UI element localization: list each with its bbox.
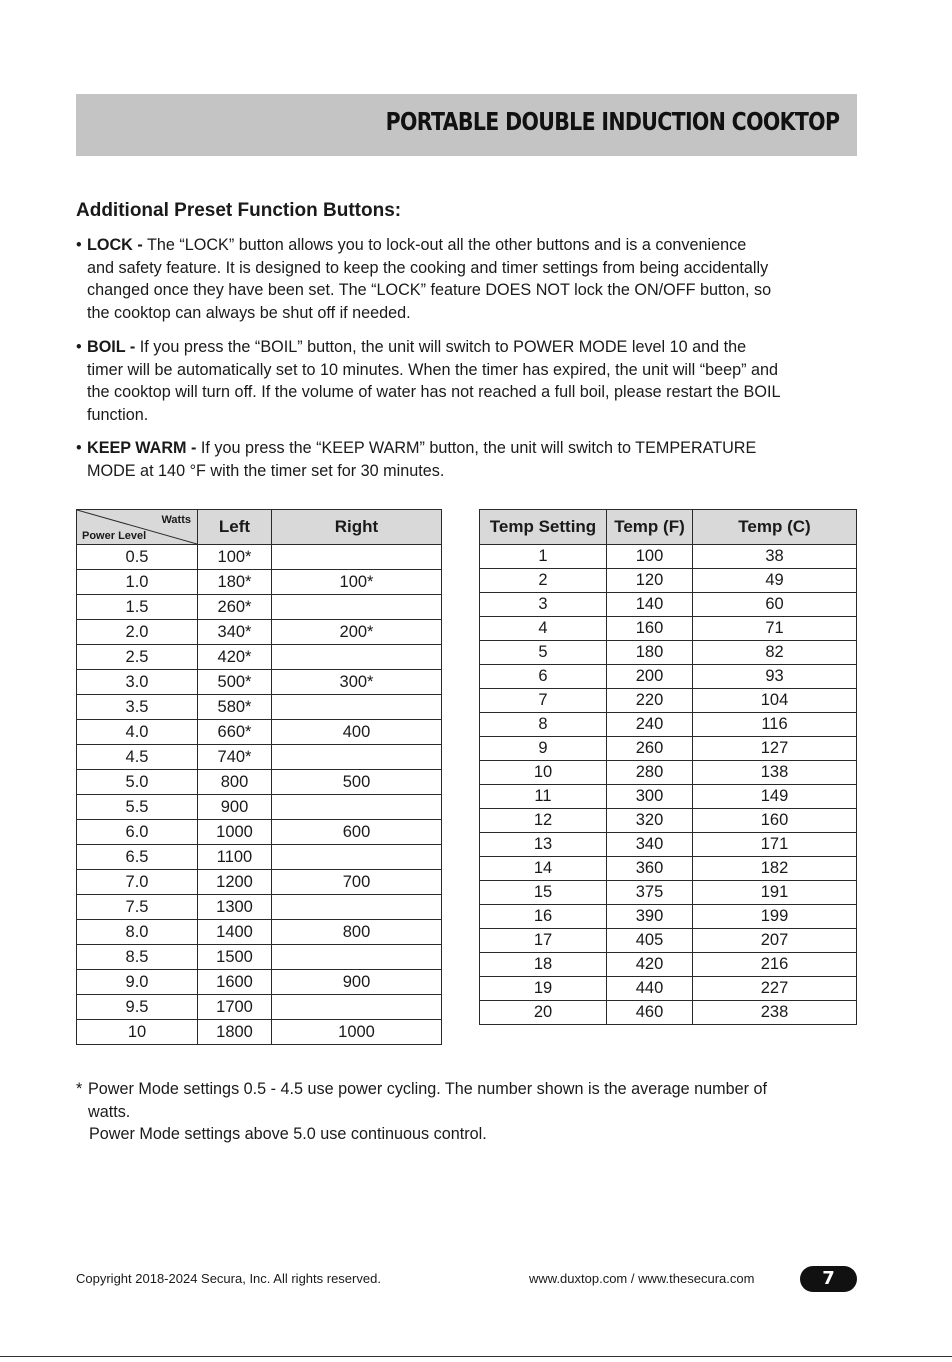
table-cell: 180* bbox=[198, 570, 272, 595]
table-cell bbox=[272, 995, 442, 1020]
table-cell: 6.0 bbox=[77, 820, 198, 845]
table-cell: 160 bbox=[607, 617, 693, 641]
table-cell: 2.0 bbox=[77, 620, 198, 645]
table-cell: 100* bbox=[272, 570, 442, 595]
table-cell: 1200 bbox=[198, 870, 272, 895]
table-cell: 0.5 bbox=[77, 545, 198, 570]
table-cell: 10 bbox=[480, 761, 607, 785]
table-cell: 1700 bbox=[198, 995, 272, 1020]
website-urls: www.duxtop.com / www.thesecura.com bbox=[529, 1271, 755, 1286]
table-cell: 6.5 bbox=[77, 845, 198, 870]
temp-table-row bbox=[480, 617, 857, 641]
table-cell: 375 bbox=[607, 881, 693, 905]
table-cell: 2 bbox=[480, 569, 607, 593]
table-cell: 1600 bbox=[198, 970, 272, 995]
power-table-row bbox=[77, 570, 442, 595]
section-heading: Additional Preset Function Buttons: bbox=[76, 200, 402, 221]
table-cell: 6 bbox=[480, 665, 607, 689]
table-cell: 8.5 bbox=[77, 945, 198, 970]
temp-table-row bbox=[480, 929, 857, 953]
table-cell bbox=[272, 745, 442, 770]
temp-setting-header: Temp Setting bbox=[480, 510, 607, 545]
table-cell: 7.5 bbox=[77, 895, 198, 920]
power-table-row bbox=[77, 670, 442, 695]
table-cell: 13 bbox=[480, 833, 607, 857]
table-cell bbox=[272, 595, 442, 620]
table-cell: 800 bbox=[198, 770, 272, 795]
power-level-label: Power Level bbox=[82, 530, 147, 542]
temp-table-row bbox=[480, 641, 857, 665]
table-cell: 182 bbox=[693, 857, 857, 881]
table-cell: 8.0 bbox=[77, 920, 198, 945]
table-cell: 500 bbox=[272, 770, 442, 795]
table-cell: 740* bbox=[198, 745, 272, 770]
table-cell: 14 bbox=[480, 857, 607, 881]
table-cell: 800 bbox=[272, 920, 442, 945]
table-cell: 38 bbox=[693, 545, 857, 569]
power-table-row bbox=[77, 545, 442, 570]
table-cell: 7.0 bbox=[77, 870, 198, 895]
table-cell bbox=[272, 695, 442, 720]
power-table-row bbox=[77, 920, 442, 945]
table-cell: 900 bbox=[198, 795, 272, 820]
table-cell: 280 bbox=[607, 761, 693, 785]
temp-table-row bbox=[480, 1001, 857, 1025]
table-cell: 49 bbox=[693, 569, 857, 593]
bottom-rule bbox=[0, 1356, 952, 1357]
table-cell: 116 bbox=[693, 713, 857, 737]
temp-table-row bbox=[480, 665, 857, 689]
temp-table-row bbox=[480, 785, 857, 809]
power-table-row bbox=[77, 595, 442, 620]
table-cell: 5.0 bbox=[77, 770, 198, 795]
asterisk: * bbox=[76, 1080, 83, 1098]
table-cell: 19 bbox=[480, 977, 607, 1001]
table-cell: 1300 bbox=[198, 895, 272, 920]
table-cell: 1000 bbox=[272, 1020, 442, 1045]
power-table-body bbox=[77, 545, 442, 1045]
table-cell: 12 bbox=[480, 809, 607, 833]
power-table-row bbox=[77, 845, 442, 870]
table-cell: 5.5 bbox=[77, 795, 198, 820]
table-cell: 171 bbox=[693, 833, 857, 857]
power-table-row bbox=[77, 695, 442, 720]
power-table-row bbox=[77, 970, 442, 995]
temp-c-header: Temp (C) bbox=[693, 510, 857, 545]
table-cell: 600 bbox=[272, 820, 442, 845]
power-table-row bbox=[77, 870, 442, 895]
table-cell: 660* bbox=[198, 720, 272, 745]
table-cell: 340* bbox=[198, 620, 272, 645]
table-cell: 1 bbox=[480, 545, 607, 569]
power-table-row bbox=[77, 945, 442, 970]
right-header: Right bbox=[272, 510, 442, 545]
table-cell: 400 bbox=[272, 720, 442, 745]
boil-label: BOIL - bbox=[87, 338, 136, 356]
power-level-table bbox=[76, 509, 442, 1045]
table-cell: 138 bbox=[693, 761, 857, 785]
power-table-row bbox=[77, 820, 442, 845]
left-header: Left bbox=[198, 510, 272, 545]
copyright-text: Copyright 2018-2024 Secura, Inc. All rights reserved. bbox=[76, 1271, 381, 1286]
temp-f-header: Temp (F) bbox=[607, 510, 693, 545]
table-cell: 180 bbox=[607, 641, 693, 665]
temp-table-row bbox=[480, 689, 857, 713]
table-cell bbox=[272, 645, 442, 670]
table-cell: 207 bbox=[693, 929, 857, 953]
table-cell: 300* bbox=[272, 670, 442, 695]
table-cell: 220 bbox=[607, 689, 693, 713]
table-cell: 200* bbox=[272, 620, 442, 645]
table-cell: 100 bbox=[607, 545, 693, 569]
temp-table-row bbox=[480, 593, 857, 617]
temp-table-row bbox=[480, 881, 857, 905]
table-cell: 20 bbox=[480, 1001, 607, 1025]
table-cell: 580* bbox=[198, 695, 272, 720]
table-cell: 127 bbox=[693, 737, 857, 761]
table-cell: 4 bbox=[480, 617, 607, 641]
table-cell: 320 bbox=[607, 809, 693, 833]
table-cell: 405 bbox=[607, 929, 693, 953]
power-table-row bbox=[77, 620, 442, 645]
power-table-row bbox=[77, 745, 442, 770]
table-cell: 100* bbox=[198, 545, 272, 570]
table-cell: 4.0 bbox=[77, 720, 198, 745]
temp-table-row bbox=[480, 905, 857, 929]
keep-warm-paragraph: • KEEP WARM - If you press the “KEEP WARM” button, the unit will switch to TEMPERATURE MODE at 140 °F with the timer set for 30 minutes. bbox=[76, 439, 757, 480]
table-cell: 1100 bbox=[198, 845, 272, 870]
table-cell: 17 bbox=[480, 929, 607, 953]
table-cell: 500* bbox=[198, 670, 272, 695]
table-cell: 420* bbox=[198, 645, 272, 670]
table-cell: 104 bbox=[693, 689, 857, 713]
power-table-row bbox=[77, 720, 442, 745]
temp-table-row bbox=[480, 761, 857, 785]
table-cell: 10 bbox=[77, 1020, 198, 1045]
table-cell: 240 bbox=[607, 713, 693, 737]
table-cell: 260 bbox=[607, 737, 693, 761]
lock-label: LOCK - bbox=[87, 236, 143, 254]
table-cell: 227 bbox=[693, 977, 857, 1001]
table-cell: 360 bbox=[607, 857, 693, 881]
table-cell: 9.5 bbox=[77, 995, 198, 1020]
table-cell: 7 bbox=[480, 689, 607, 713]
table-cell: 700 bbox=[272, 870, 442, 895]
keep-warm-label: KEEP WARM - bbox=[87, 439, 197, 457]
table-cell: 440 bbox=[607, 977, 693, 1001]
table-cell: 120 bbox=[607, 569, 693, 593]
table-cell: 8 bbox=[480, 713, 607, 737]
table-cell: 191 bbox=[693, 881, 857, 905]
table-cell: 1.0 bbox=[77, 570, 198, 595]
table-cell: 140 bbox=[607, 593, 693, 617]
temp-table-row bbox=[480, 977, 857, 1001]
table-cell: 71 bbox=[693, 617, 857, 641]
table-cell: 238 bbox=[693, 1001, 857, 1025]
watts-label: Watts bbox=[161, 514, 191, 526]
temp-table-row bbox=[480, 545, 857, 569]
temp-table-row bbox=[480, 857, 857, 881]
page-number-badge: 7 bbox=[800, 1266, 857, 1292]
table-cell: 9.0 bbox=[77, 970, 198, 995]
table-cell: 1400 bbox=[198, 920, 272, 945]
temp-table-body bbox=[480, 545, 857, 1025]
table-cell: 15 bbox=[480, 881, 607, 905]
table-cell: 149 bbox=[693, 785, 857, 809]
temp-table-row bbox=[480, 713, 857, 737]
power-table-row bbox=[77, 645, 442, 670]
table-cell: 340 bbox=[607, 833, 693, 857]
table-cell: 1500 bbox=[198, 945, 272, 970]
table-cell: 9 bbox=[480, 737, 607, 761]
table-cell: 260* bbox=[198, 595, 272, 620]
bullet: • bbox=[76, 338, 82, 356]
table-cell: 5 bbox=[480, 641, 607, 665]
table-cell: 200 bbox=[607, 665, 693, 689]
table-cell: 3.5 bbox=[77, 695, 198, 720]
corner-header bbox=[77, 510, 198, 545]
table-cell: 3.0 bbox=[77, 670, 198, 695]
bullet: • bbox=[76, 439, 82, 457]
table-cell: 1000 bbox=[198, 820, 272, 845]
table-cell: 11 bbox=[480, 785, 607, 809]
table-cell: 93 bbox=[693, 665, 857, 689]
page-title: PORTABLE DOUBLE INDUCTION COOKTOP bbox=[385, 107, 839, 136]
temp-table-row bbox=[480, 953, 857, 977]
table-cell bbox=[272, 895, 442, 920]
power-table-row bbox=[77, 1020, 442, 1045]
table-cell: 4.5 bbox=[77, 745, 198, 770]
table-cell: 460 bbox=[607, 1001, 693, 1025]
table-cell: 216 bbox=[693, 953, 857, 977]
table-cell bbox=[272, 945, 442, 970]
temp-table-row bbox=[480, 569, 857, 593]
table-cell: 1.5 bbox=[77, 595, 198, 620]
table-cell: 16 bbox=[480, 905, 607, 929]
boil-paragraph: • BOIL - If you press the “BOIL” button, the unit will switch to POWER MODE level 10 and the timer will be automatically set to 10 minutes. When the timer has expired, the unit will “beep” and the cooktop will turn off. If the volume of water has not reached a full boil, please restart the BOIL function. bbox=[76, 338, 781, 424]
power-table-row bbox=[77, 770, 442, 795]
temp-table-row bbox=[480, 737, 857, 761]
power-table-row bbox=[77, 795, 442, 820]
footnote: * Power Mode settings 0.5 - 4.5 use power cycling. The number shown is the average number of watts. Power Mode settings above 5.0 use continuous control. bbox=[76, 1080, 768, 1143]
table-cell: 82 bbox=[693, 641, 857, 665]
power-table-row bbox=[77, 995, 442, 1020]
table-cell: 300 bbox=[607, 785, 693, 809]
table-cell bbox=[272, 795, 442, 820]
lock-paragraph: • LOCK - The “LOCK” button allows you to lock-out all the other buttons and is a convenience and safety feature. It is designed to keep the cooking and timer settings from being accidentally changed once they have been set. The “LOCK” feature DOES NOT lock the ON/OFF button, so the cooktop can always be shut off if needed. bbox=[76, 236, 772, 322]
table-cell: 60 bbox=[693, 593, 857, 617]
bullet: • bbox=[76, 236, 82, 254]
table-cell: 199 bbox=[693, 905, 857, 929]
table-cell bbox=[272, 545, 442, 570]
table-cell bbox=[272, 845, 442, 870]
table-cell: 2.5 bbox=[77, 645, 198, 670]
temperature-table bbox=[479, 509, 857, 1025]
header-banner bbox=[76, 94, 857, 156]
table-cell: 3 bbox=[480, 593, 607, 617]
temp-table-row bbox=[480, 809, 857, 833]
power-table-row bbox=[77, 895, 442, 920]
table-cell: 160 bbox=[693, 809, 857, 833]
table-cell: 390 bbox=[607, 905, 693, 929]
table-cell: 18 bbox=[480, 953, 607, 977]
table-cell: 420 bbox=[607, 953, 693, 977]
table-cell: 1800 bbox=[198, 1020, 272, 1045]
table-cell: 900 bbox=[272, 970, 442, 995]
temp-table-row bbox=[480, 833, 857, 857]
